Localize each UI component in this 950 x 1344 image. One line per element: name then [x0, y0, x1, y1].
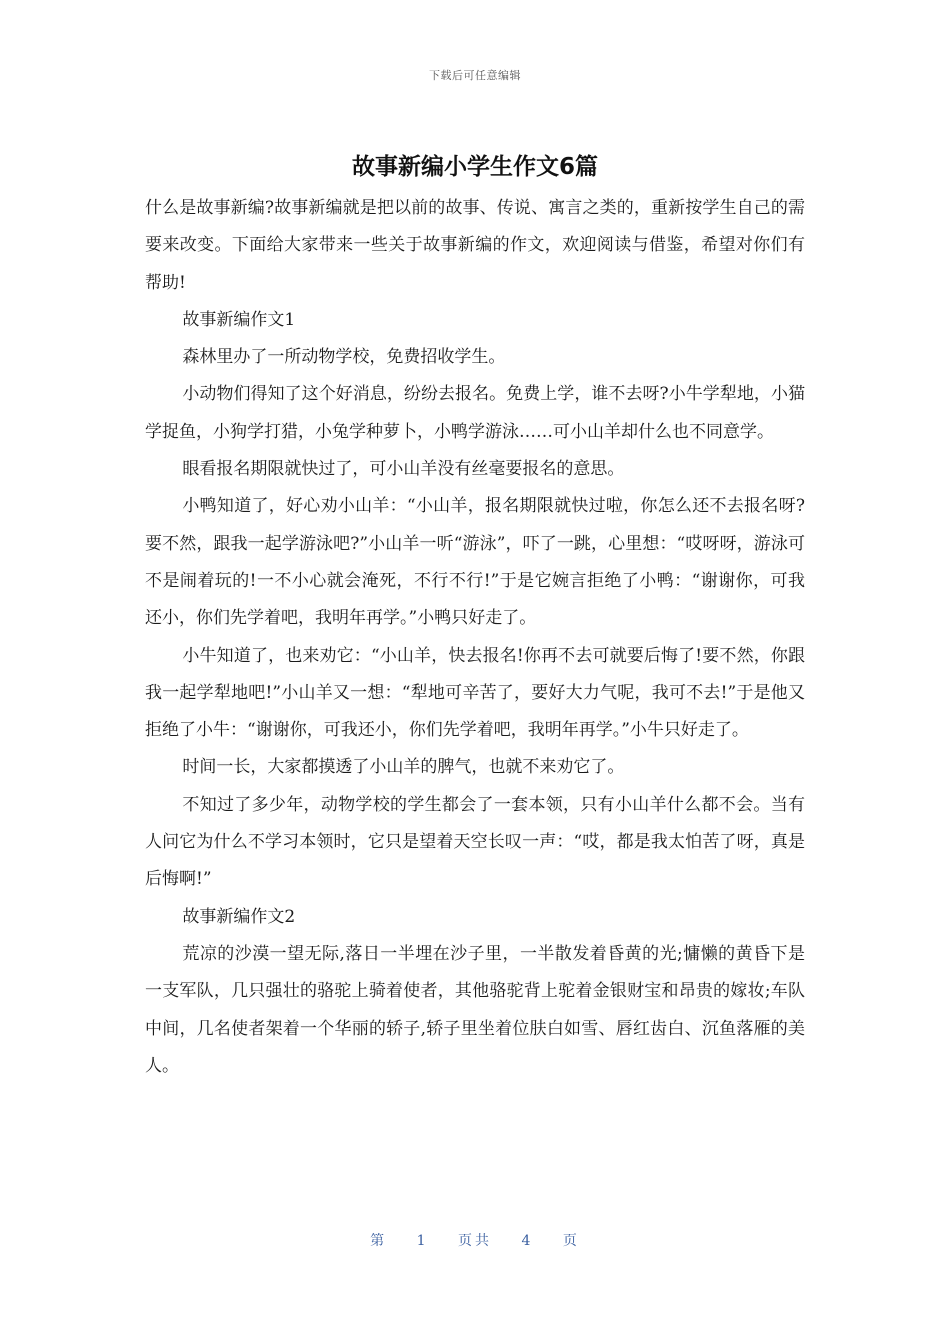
footer-total-pages: 4 — [521, 1233, 534, 1249]
footer-label-page: 第 — [370, 1233, 388, 1249]
header-note: 下载后可任意编辑 — [429, 69, 521, 82]
document-title: 故事新编小学生作文6篇 — [351, 154, 598, 180]
intro-paragraph: 什么是故事新编?故事新编就是把以前的故事、传说、寓言之类的，重新按学生自己的需要来改变。下面给大家带来一些关于故事新编的作文，欢迎阅读与借鉴，希望对你们有帮助! — [145, 198, 805, 293]
body-paragraph: 荒凉的沙漠一望无际,落日一半埋在沙子里，一半散发着昏黄的光;慵懒的黄昏下是一支军队，几只强壮的骆驼上骑着使者，其他骆驼背上驼着金银财宝和昂贵的嫁妆;车队中间，几名使者架着一个华丽的轿子,轿子里坐着位肤白如雪、唇红齿白、沉鱼落雁的美人。 — [145, 943, 805, 1076]
body-paragraph: 小动物们得知了这个好消息，纷纷去报名。免费上学，谁不去呀?小牛学犁地，小猫学捉鱼，小狗学打猎，小兔学种萝卜，小鸭学游泳……可小山羊却什么也不同意学。 — [145, 384, 805, 442]
body-paragraph: 森林里办了一所动物学校，免费招收学生。 — [182, 347, 506, 368]
footer-label-of: 页共 — [458, 1233, 492, 1249]
body-paragraph: 小鸭知道了，好心劝小山羊：“小山羊，报名期限就快过啦，你怎么还不去报名呀?要不然，跟我一起学游泳吧?”小山羊一听“游泳”，吓了一跳，心里想：“哎呀呀，游泳可不是闹着玩的!一不小心就会淹死，不行不行!”于是它婉言拒绝了小鸭：“谢谢你，可我还小，你们先学着吧，我明年再学。”小鸭只好走了。 — [145, 496, 805, 629]
body-paragraph: 眼看报名期限就快过了，可小山羊没有丝毫要报名的意思。 — [182, 459, 625, 480]
body-paragraph: 时间一长，大家都摸透了小山羊的脾气，也就不来劝它了。 — [182, 757, 625, 778]
footer-current-page: 1 — [416, 1233, 429, 1249]
footer-label-end: 页 — [562, 1233, 580, 1249]
document-body — [145, 190, 805, 1085]
section-heading-2: 故事新编作文2 — [182, 906, 296, 927]
page-footer — [0, 1230, 950, 1250]
body-paragraph: 不知过了多少年，动物学校的学生都会了一套本领，只有小山羊什么都不会。当有人问它为什么不学习本领时，它只是望着天空长叹一声：“哎，都是我太怕苦了呀，真是后悔啊!” — [145, 794, 805, 890]
section-heading-1: 故事新编作文1 — [182, 309, 296, 330]
body-paragraph: 小牛知道了，也来劝它：“小山羊，快去报名!你再不去可就要后悔了!要不然，你跟我一起学犁地吧!”小山羊又一想：“犁地可辛苦了，要好大力气呢，我可不去!”于是他又拒绝了小牛：“谢谢你，可我还小，你们先学着吧，我明年再学。”小牛只好走了。 — [145, 645, 805, 741]
